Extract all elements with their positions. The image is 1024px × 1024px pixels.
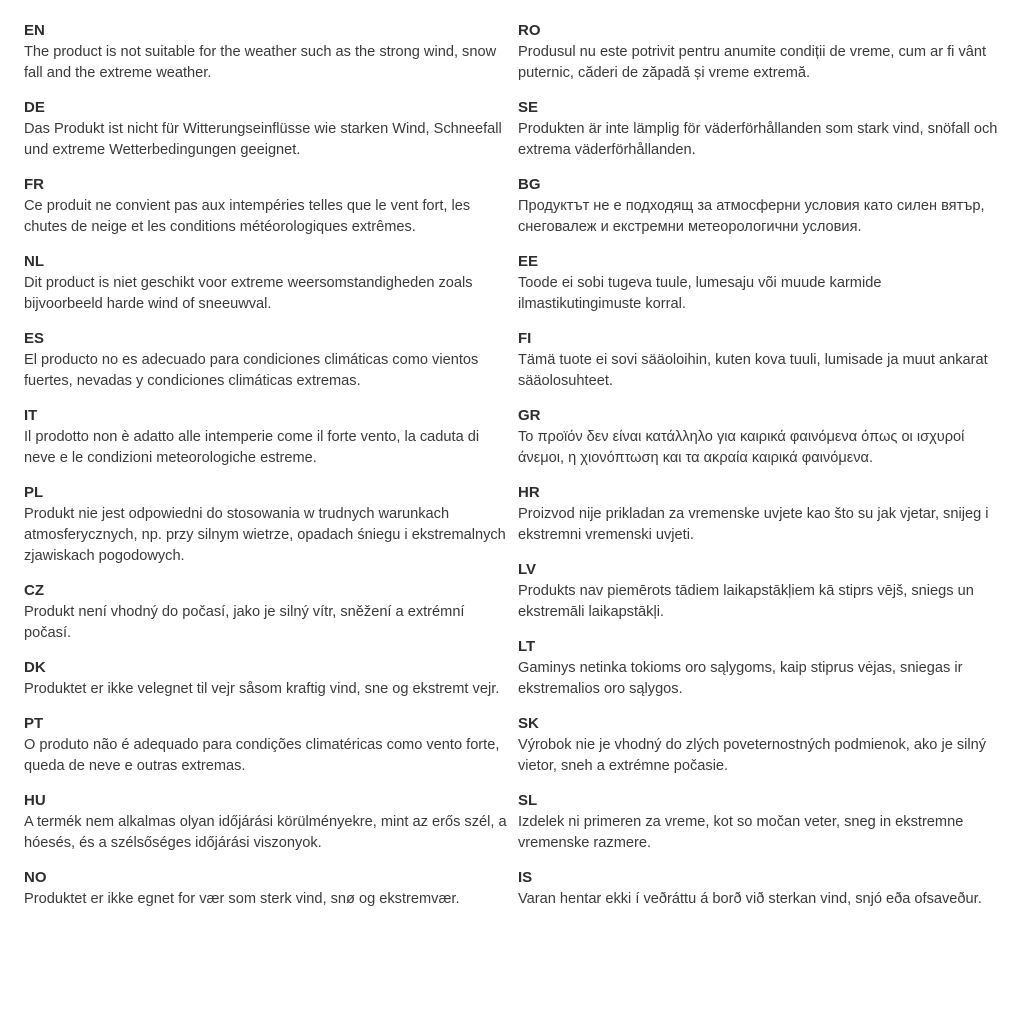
language-code: DE	[24, 99, 45, 116]
translation-text: Dit product is niet geschikt voor extreme weersomstandigheden zoals bijvoorbeeld harde wind of sneeuwval.	[24, 275, 473, 312]
language-code: EN	[24, 22, 45, 39]
language-entry-se	[518, 97, 1002, 161]
language-code: NO	[24, 869, 47, 886]
language-entry-es	[24, 328, 508, 392]
language-code: SL	[518, 792, 538, 809]
language-entry-lv	[518, 559, 1002, 623]
left-column	[24, 20, 508, 923]
language-code: LT	[518, 638, 536, 655]
translation-text: Το προϊόν δεν είναι κατάλληλο για καιρικά φαινόμενα όπως οι ισχυροί άνεμοι, η χιονόπτωση και τα ακραία καιρικά φαινόμενα.	[518, 429, 965, 466]
language-code: BG	[518, 176, 541, 193]
translation-text: Produsul nu este potrivit pentru anumite condiții de vreme, cum ar fi vânt puternic, căderi de zăpadă și vreme extremă.	[518, 44, 987, 81]
translation-text: Das Produkt ist nicht für Witterungseinflüsse wie starken Wind, Schneefall und extreme Wetterbedingungen geeignet.	[24, 121, 502, 158]
language-entry-pl	[24, 482, 508, 567]
language-code: ES	[24, 330, 45, 347]
language-code: HU	[24, 792, 46, 809]
translation-text: Proizvod nije prikladan za vremenske uvjete kao što su jak vjetar, snijeg i ekstremni vremenski uvjeti.	[518, 506, 989, 543]
language-entry-fi	[518, 328, 1002, 392]
translation-text: Produkts nav piemērots tādiem laikapstākļiem kā stiprs vējš, sniegs un ekstremāli laikapstākļi.	[518, 583, 974, 620]
translation-text: A termék nem alkalmas olyan időjárási körülményekre, mint az erős szél, a hóesés, és a szélsőséges időjárási viszonyok.	[24, 814, 507, 851]
language-code: LV	[518, 561, 537, 578]
translation-text: O produto não é adequado para condições climatéricas como vento forte, queda de neve e outras extremas.	[24, 737, 500, 774]
translation-text: The product is not suitable for the weather such as the strong wind, snow fall and the extreme weather.	[24, 44, 497, 81]
language-entry-de	[24, 97, 508, 161]
language-code: IS	[518, 869, 533, 886]
translation-text: Výrobok nie je vhodný do zlých poveternostných podmienok, ako je silný vietor, sneh a extrémne počasie.	[518, 737, 987, 774]
translation-text: Produktet er ikke velegnet til vejr såsom kraftig vind, sne og ekstremt vejr.	[24, 681, 500, 697]
language-code: SK	[518, 715, 539, 732]
language-code: CZ	[24, 582, 44, 599]
language-entry-dk	[24, 657, 508, 700]
language-entry-ro	[518, 20, 1002, 84]
language-code: RO	[518, 22, 541, 39]
language-code: HR	[518, 484, 540, 501]
language-entry-sl	[518, 790, 1002, 854]
translation-text: Продуктът не е подходящ за атмосферни условия като силен вятър, снеговалеж и екстремни метеорологични условия.	[518, 198, 985, 235]
translation-text: Produkt nie jest odpowiedni do stosowania w trudnych warunkach atmosferycznych, np. przy silnym wietrze, opadach śniegu i ekstremalnych zjawiskach pogodowych.	[24, 506, 506, 564]
language-entry-hr	[518, 482, 1002, 546]
language-entry-cz	[24, 580, 508, 644]
right-column	[518, 20, 1002, 923]
language-code: PT	[24, 715, 44, 732]
translation-text: Produkten är inte lämplig för väderförhållanden som stark vind, snöfall och extrema väderförhållanden.	[518, 121, 998, 158]
translation-text: Ce produit ne convient pas aux intempéries telles que le vent fort, les chutes de neige et les conditions météorologiques extrêmes.	[24, 198, 471, 235]
language-entry-bg	[518, 174, 1002, 238]
translation-text: Izdelek ni primeren za vreme, kot so močan veter, sneg in ekstremne vremenske razmere.	[518, 814, 964, 851]
language-code: NL	[24, 253, 44, 270]
language-code: FR	[24, 176, 44, 193]
language-code: IT	[24, 407, 38, 424]
language-entry-ee	[518, 251, 1002, 315]
translation-text: El producto no es adecuado para condiciones climáticas como vientos fuertes, nevadas y condiciones climáticas extremas.	[24, 352, 479, 389]
language-code: PL	[24, 484, 44, 501]
language-entry-lt	[518, 636, 1002, 700]
translation-text: Gaminys netinka tokioms oro sąlygoms, kaip stiprus vėjas, sniegas ir ekstremalios oro sąlygos.	[518, 660, 963, 697]
language-code: DK	[24, 659, 46, 676]
translation-text: Varan hentar ekki í veðráttu á borð við sterkan vind, snjó eða ofsaveður.	[518, 891, 982, 907]
translation-text: Tämä tuote ei sovi sääoloihin, kuten kova tuuli, lumisade ja muut ankarat sääolosuhteet.	[518, 352, 988, 389]
language-code: FI	[518, 330, 532, 347]
language-code: SE	[518, 99, 539, 116]
translation-text: Toode ei sobi tugeva tuule, lumesaju või muude karmide ilmastikutingimuste korral.	[518, 275, 882, 312]
language-entry-sk	[518, 713, 1002, 777]
language-entry-nl	[24, 251, 508, 315]
language-entry-is	[518, 867, 1002, 910]
language-entry-no	[24, 867, 508, 910]
language-entry-gr	[518, 405, 1002, 469]
language-entry-hu	[24, 790, 508, 854]
language-entry-fr	[24, 174, 508, 238]
translation-text: Produktet er ikke egnet for vær som sterk vind, snø og ekstremvær.	[24, 891, 460, 907]
translation-text: Produkt není vhodný do počasí, jako je silný vítr, sněžení a extrémní počasí.	[24, 604, 465, 641]
language-entry-it	[24, 405, 508, 469]
language-entry-pt	[24, 713, 508, 777]
language-entry-en	[24, 20, 508, 84]
translation-text: Il prodotto non è adatto alle intemperie come il forte vento, la caduta di neve e le condizioni meteorologiche estreme.	[24, 429, 480, 466]
language-code: EE	[518, 253, 539, 270]
language-code: GR	[518, 407, 541, 424]
